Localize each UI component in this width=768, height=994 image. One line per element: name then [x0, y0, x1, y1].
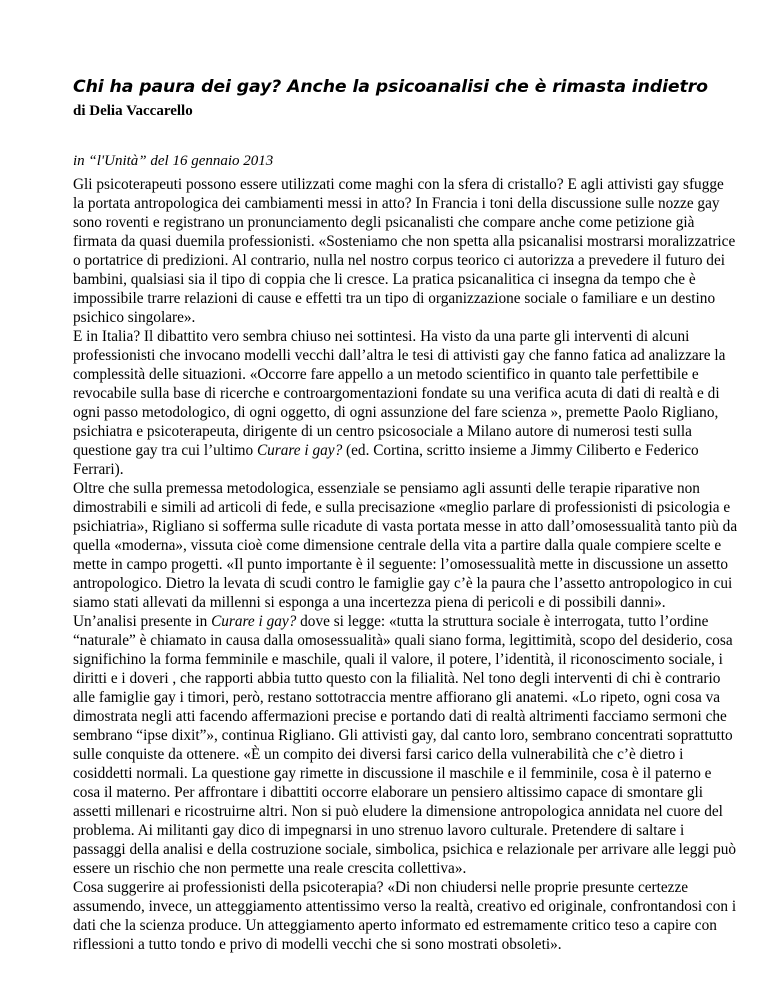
article-paragraph: [73, 327, 738, 479]
paragraph-text: E in Italia? Il dibattito vero sembra chiuso nei sottintesi. Ha visto da una parte gli interventi di alcuni professionisti che invocano modelli vecchi dall’altra le tesi di attivisti gay che fanno fatica ad analizzare la complessità delle situazioni. «Occorre fare appello a un metodo scientifico in quanto tale perfettibile e revocabile sulla base di ricerche e controargomentazioni fondate su una verifica acuta di dati di realtà e di ogni passo metodologico, di ogni oggetto, di ogni assunzione del fare scienza », premette Paolo Rigliano, psichiatra e psicoterapeuta, dirigente di un centro psicosociale a Milano autore di numerosi testi sulla questione gay tra cui l’ultimo: [73, 328, 726, 459]
article-paragraph: [73, 175, 738, 327]
paragraph-text: Cosa suggerire ai professionisti della psicoterapia? «Di non chiudersi nelle proprie presunte certezze assumendo, invece, un atteggiamento attentissimo verso la realtà, creativo ed originale, confrontandosi con i dati che la scienza produce. Un atteggiamento aperto informato ed estremamente critico teso a capire con riflessioni a tutto tondo e privo di modelli vecchi che si sono mostrati obsoleti».: [73, 879, 737, 953]
paragraph-text: (ed. Cortina, scritto insieme a Jimmy Ciliberto e Federico Ferrari).: [73, 442, 699, 478]
article-title: Chi ha paura dei gay? Anche la psicoanalisi che è rimasta indietro: [73, 77, 708, 97]
paragraph-text: dove si legge: «tutta la struttura sociale è interrogata, tutto l’ordine “naturale” è chiamato in causa dalla omosessualità» quali siano forma, legittimità, scopo del desiderio, cosa significhino la forma femminile e maschile, quali il valore, il potere, l’identità, il riconoscimento sociale, i diritti e i doveri , che rapporti abbia tutto questo con la filialità. Nel tono degli interventi di chi è contrario alle famiglie gay i timori, però, restano sottotraccia mentre affiorano gli anatemi. «Lo ripeto, ogni cosa va dimostrata negli atti facendo affermazioni precise e portando dati di realtà altrimenti facciamo sermoni che sembrano “ipse dixit”», continua Rigliano. Gli attivisti gay, dal canto loro, sembrano concentrati soprattutto sulle conquiste da ottenere. «È un compito dei diversi farsi carico della vulnerabilità che c’è dietro i cosiddetti normali. La questione gay rimette in discussione il maschile e il femminile, cosa è il paterno e cosa il materno. Per affrontare i dibattiti occorre elaborare un pensiero altissimo capace di smontare gli assetti millenari e ricostruirne altri. Non si può eludere la dimensione antropologica annidata nel cuore del problema. Ai militanti gay dico di impegnarsi in uno strenuo lavoro culturale. Pretendere di saltare i passaggi della analisi e della costruzione sociale, simbolica, psichica e relazionale per arrivare alle leggi può essere un rischio che non permette una reale crescita collettiva».: [73, 613, 737, 877]
paragraph-text: Oltre che sulla premessa metodologica, essenziale se pensiamo agli assunti delle terapie riparative non dimostrabili e simili ad articoli di fede, e sulla precisazione «meglio parlare di professionisti di psicologia e psichiatria», Rigliano si sofferma sulle ricadute di vasta portata messe in atto dall’omosessualità tanto più da quella «moderna», vissuta cioè come dimensione centrale della vita a partire dalla quale compiere scelte e mette in campo progetti. «Il punto importante è il seguente: l’omosessualità mette in discussione un assetto antropologico. Dietro la levata di scudi contro le famiglie gay c’è la paura che l’assetto antropologico in cui siamo stati allevati da millenni si esponga a una incertezza piena di pericoli e di possibili danni».: [73, 480, 738, 611]
document-page: [73, 76, 738, 954]
article-body: [73, 175, 738, 954]
article-paragraph: [73, 479, 738, 612]
article-author: di Delia Vaccarello: [73, 103, 193, 119]
book-title-italic: Curare i gay?: [211, 613, 297, 630]
article-paragraph: [73, 878, 738, 954]
book-title-italic: Curare i gay?: [256, 442, 343, 459]
article-source: in “l'Unità” del 16 gennaio 2013: [73, 153, 274, 169]
paragraph-text: Gli psicoterapeuti possono essere utilizzati come maghi con la sfera di cristallo? E agli attivisti gay sfugge la portata antropologica dei cambiamenti messi in atto? In Francia i toni della discussione sulle nozze gay sono roventi e registrano un pronunciamento degli psicanalisti che compare anche come petizione già firmata da quasi duemila professionisti. «Sosteniamo che non spetta alla psicanalisi mostrarsi moralizzatrice o portatrice di predizioni. Al contrario, nulla nel nostro corpus teorico ci autorizza a prevedere il futuro dei bambini, qualsiasi sia il tipo di coppia che li cresce. La pratica psicanalitica ci insegna da tempo che è impossibile trarre relazioni di cause e effetti tra un tipo di organizzazione sociale o familiare e un destino psichico singolare».: [73, 176, 736, 326]
article-paragraph: [73, 612, 738, 878]
paragraph-text: Un’analisi presente in: [73, 613, 212, 630]
